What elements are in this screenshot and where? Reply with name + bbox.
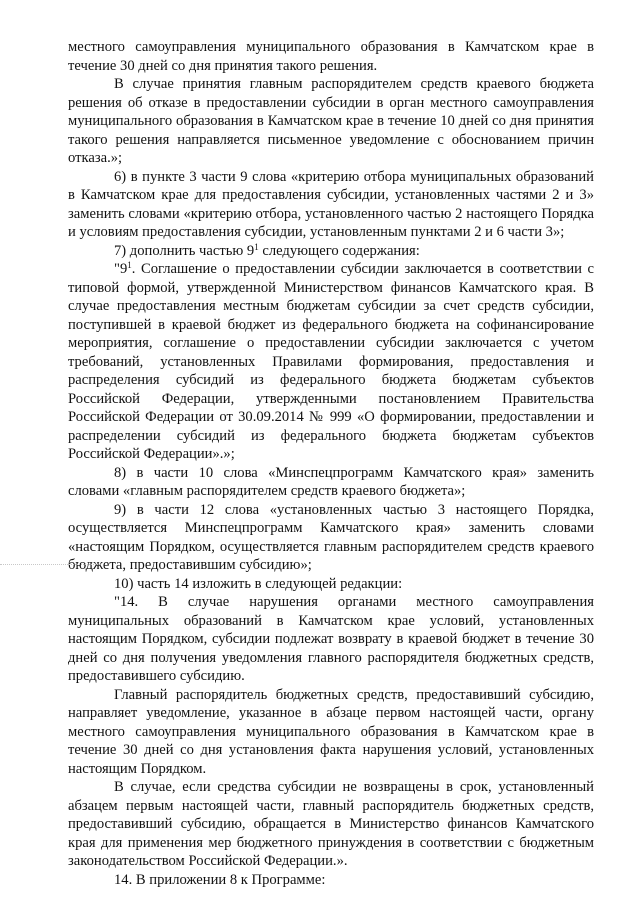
- paragraph-nonreturn: В случае, если средства субсидии не возвращены в срок, установленный абзацем первым настоящей части, главный распорядитель бюджетных средств, предоставивший субсидию, обращается в Министерство финансов Камчатского края для применения мер бюджетного принуждения в соответствии с бюджетным законодательством Российской Федерации.».: [68, 779, 594, 869]
- paragraph-continuation: местного самоуправления муниципального образования в Камчатском крае в течение 30 дней со дня принятия такого решения.: [68, 39, 594, 74]
- paragraph-refusal-notice: В случае принятия главным распорядителем средств краевого бюджета решения об отказе в предоставлении субсидии в орган местного самоуправления муниципального образования в Камчатском крае в течение 10 дней со дня принятия такого решения направляется письменное уведомление с обоснованием причин отказа.»;: [68, 76, 594, 166]
- paragraph-part-9-1-number: "9: [114, 261, 128, 277]
- paragraph-item-8: 8) в части 10 слова «Минспецпрограмм Камчатского края» заменить словами «главным распорядителем средств краевого бюджета»;: [68, 464, 594, 499]
- paragraph-item-6: 6) в пункте 3 части 9 слова «критерию отбора муниципальных образований в Камчатском крае для предоставления субсидии, установленных частями 2 и 3» заменить словами «критерию отбора, установленного частью 2 настоящего Порядка и условиям предоставления субсидии, установленным пунктами 2 и 6 части 3»;: [68, 168, 594, 240]
- paragraph-part-9-1: [68, 260, 594, 464]
- document-text: [68, 38, 594, 889]
- paragraph-item-7: [68, 242, 594, 261]
- scan-artifact-dots: [0, 564, 100, 567]
- paragraph-item-14: 14. В приложении 8 к Программе:: [114, 871, 326, 888]
- paragraph-item-9: 9) в части 12 слова «установленных частью 3 настоящего Порядка, осуществляется Минспецпрограмм Камчатского края» заменить словами «настоящим Порядком, осуществляется главным распорядителем средств краевого бюджета, предоставившим субсидию»;: [68, 501, 594, 573]
- paragraph-item-7-tail: следующего содержания:: [258, 242, 420, 259]
- superscript: 1: [254, 241, 259, 252]
- paragraph-item-10: 10) часть 14 изложить в следующей редакции:: [114, 575, 403, 592]
- paragraph-part-9-1-text: . Соглашение о предоставлении субсидии заключается в соответствии с типовой формой, утвержденной Министерством финансов Камчатского края. В случае предоставления местным бюджетам субсидии за счет средств субсидии, поступившей в краевой бюджет из федерального бюджета на софинансирование мероприятия, соглашение о предоставлении субсидии заключается с учетом требований, установленных Правилами формирования, предоставления и распределения субсидий из федерального бюджета бюджетам субъектов Российской Федерации, утвержденными постановлением Правительства Российской Федерации от 30.09.2014 № 999 «О формировании, предоставлении и распределении субсидий из федерального бюджета бюджетам субъектов Российской Федерации».»;: [68, 261, 594, 462]
- paragraph-item-7-text: 7) дополнить частью 9: [114, 242, 255, 259]
- paragraph-part-14: "14. В случае нарушения органами местного самоуправления муниципальных образований в Камчатском крае условий, установленных настоящим Порядком, субсидии подлежат возврату в краевой бюджет в течение 30 дней со дня получения уведомления главного распорядителя бюджетных средств, предоставившего субсидию.: [68, 594, 594, 684]
- paragraph-notice: Главный распорядитель бюджетных средств, предоставивший субсидию, направляет уведомление, указанное в абзаце первом настоящей части, органу местного самоуправления муниципального образования в Камчатском крае в течение 30 дней со дня установления факта нарушения условий, установленных настоящим Порядком.: [68, 686, 594, 777]
- superscript: 1: [127, 260, 132, 270]
